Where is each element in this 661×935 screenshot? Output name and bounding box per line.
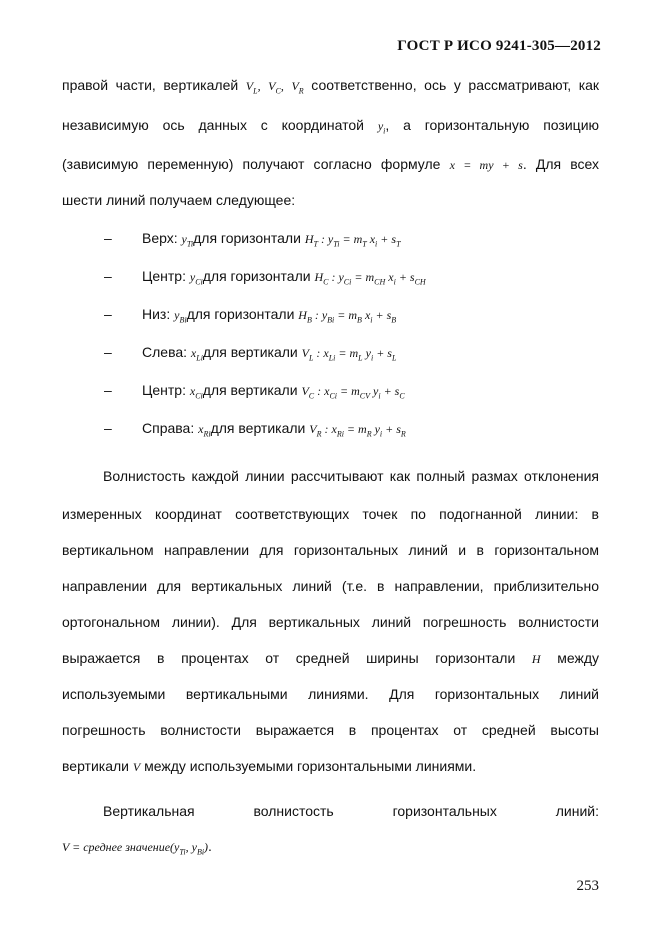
document-header: ГОСТ Р ИСО 9241-305—2012 <box>397 38 601 54</box>
bullet-item: Слева: $x_{Li}для$ вертикали $V_L$ : $x_{Li} = m_L$ $y_i + s_L$ <box>142 344 397 363</box>
intro-line-2: независимую ось данных с координатой $y_i$, а горизонтальную позицию <box>62 117 600 136</box>
para3-line-1: Вертикальная волнистость горизонтальных линий: <box>103 803 599 819</box>
bullet-dash: – <box>104 420 112 436</box>
bullet-item: Низ: $y_{Bi}для$ горизонтали $H_B$ : $y_{Bi} = m_B$ $x_i + s_B$ <box>142 306 397 325</box>
bullet-item: Центр: $y_{Ci}для$ горизонтали $H_C$ : $y_{Ci} = m_{CH}$ $x_i + s_{CH}$ <box>142 268 426 287</box>
para2-line-9: вертикали V между используемыми горизонтальными линиями. <box>62 758 477 774</box>
bullet-dash: – <box>104 382 112 398</box>
bullet-item: Верх: $y_{Ti}для$ горизонтали $H_T$ : $y_{Ti} = m_T$ $x_i + s_T$ <box>142 230 401 249</box>
para2-line-5: ортогональном линии). Для вертикальных линий погрешность волнистости <box>62 614 599 630</box>
para3-formula: V = среднее $значение(y_{Ti}$, $y_{Bi}$). <box>62 838 212 857</box>
para2-line-1: Волнистость каждой линии рассчитывают как полный размах отклонения <box>103 468 599 484</box>
bullet-item: Справа: $x_{Ri}для$ вертикали $V_R$ : $x_{Ri} = m_R$ $y_i + s_R$ <box>142 420 406 439</box>
bullet-dash: – <box>104 268 112 284</box>
page-number: 253 <box>576 878 599 894</box>
para2-line-3: вертикальном направлении для горизонтальных линий и в горизонтальном <box>62 542 599 558</box>
intro-line-4: шести линий получаем следующее: <box>62 192 296 208</box>
bullet-dash: – <box>104 306 112 322</box>
para2-line-2: измеренных координат соответствующих точек по подогнанной линии: в <box>62 506 599 522</box>
intro-line-3: (зависимую переменную) получают согласно формуле x = my + s. Для всех <box>62 156 600 172</box>
bullet-dash: – <box>104 230 112 246</box>
para2-line-6: выражается в процентах от средней ширины горизонтали H между <box>62 650 600 666</box>
para2-line-7: используемыми вертикальными линиями. Для горизонтальных линий <box>62 686 599 702</box>
para2-line-8: погрешность волнистости выражается в процентах от средней высоты <box>62 722 599 738</box>
bullet-dash: – <box>104 344 112 360</box>
bullet-item: Центр: $x_{Ci}для$ вертикали $V_C$ : $x_{Ci} = m_{CV}$ $y_i + s_C$ <box>142 382 405 401</box>
intro-line-1: правой части, вертикалей $V_L$, $V_C$, $V_R$ соответственно, ось у рассматривают, как <box>62 77 600 96</box>
para2-line-4: направлении для вертикальных линий (т.е. в направлении, приблизительно <box>62 578 599 594</box>
